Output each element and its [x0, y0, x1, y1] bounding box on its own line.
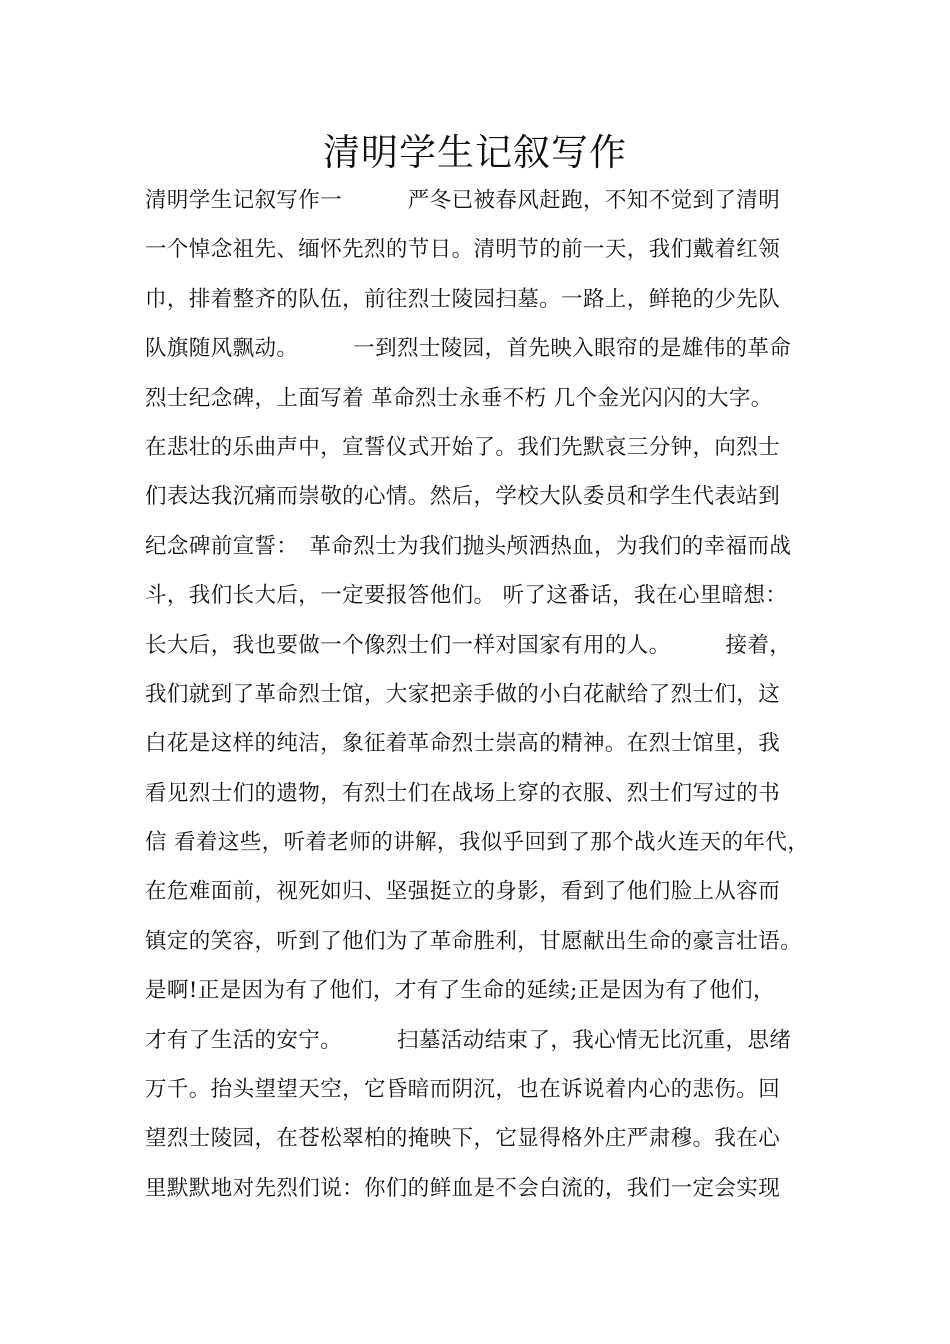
text-line: 看见烈士们的遗物，有烈士们在战场上穿的衣服、烈士们写过的书 [145, 780, 781, 806]
text-line: 望烈士陵园，在苍松翠柏的掩映下，它显得格外庄严肃穆。我在心 [145, 1126, 781, 1152]
text-line: 一个悼念祖先、缅怀先烈的节日。清明节的前一天，我们戴着红领 [145, 237, 781, 263]
document-body [145, 180, 835, 1217]
text-line: 清明学生记叙写作一 严冬已被春风赶跑，不知不觉到了清明 [145, 188, 781, 213]
text-line: 巾，排着整齐的队伍，前往烈士陵园扫墓。一路上，鲜艳的少先队 [145, 286, 781, 312]
text-line: 纪念碑前宣誓： 革命烈士为我们抛头颅洒热血，为我们的幸福而战 [145, 533, 792, 559]
text-line: 队旗随风飘动。 一到烈士陵园，首先映入眼帘的是雄伟的革命 [145, 336, 792, 362]
text-line: 信 看着这些，听着老师的讲解，我似乎回到了那个战火连天的年代， [145, 830, 810, 856]
document-title: 清明学生记叙写作 [323, 131, 627, 174]
text-line: 万千。抬头望望天空，它昏暗而阴沉，也在诉说着内心的悲伤。回 [145, 1077, 781, 1103]
text-line: 镇定的笑容，听到了他们为了革命胜利，甘愿献出生命的豪言壮语。 [145, 928, 803, 954]
text-line: 是啊!正是因为有了他们，才有了生命的延续;正是因为有了他们， [145, 978, 775, 1004]
text-line: 在悲壮的乐曲声中，宣誓仪式开始了。我们先默哀三分钟，向烈士 [145, 434, 781, 460]
text-line: 斗，我们长大后，一定要报答他们。 听了这番话，我在心里暗想： [145, 583, 788, 609]
text-line: 才有了生活的安宁。 扫墓活动结束了，我心情无比沉重，思绪 [145, 1027, 792, 1053]
text-line: 们表达我沉痛而崇敬的心情。然后，学校大队委员和学生代表站到 [145, 484, 781, 510]
text-line: 烈士纪念碑，上面写着 革命烈士永垂不朽 几个金光闪闪的大字。 [145, 385, 773, 411]
text-line: 在危难面前，视死如归、坚强挺立的身影，看到了他们脸上从容而 [145, 879, 781, 905]
text-line: 白花是这样的纯洁，象征着革命烈士崇高的精神。在烈士馆里，我 [145, 731, 781, 757]
text-line: 我们就到了革命烈士馆，大家把亲手做的小白花献给了烈士们，这 [145, 681, 781, 707]
text-line: 长大后，我也要做一个像烈士们一样对国家有用的人。 接着， [145, 632, 792, 658]
text-line: 里默默地对先烈们说：你们的鲜血是不会白流的，我们一定会实现 [145, 1175, 781, 1201]
